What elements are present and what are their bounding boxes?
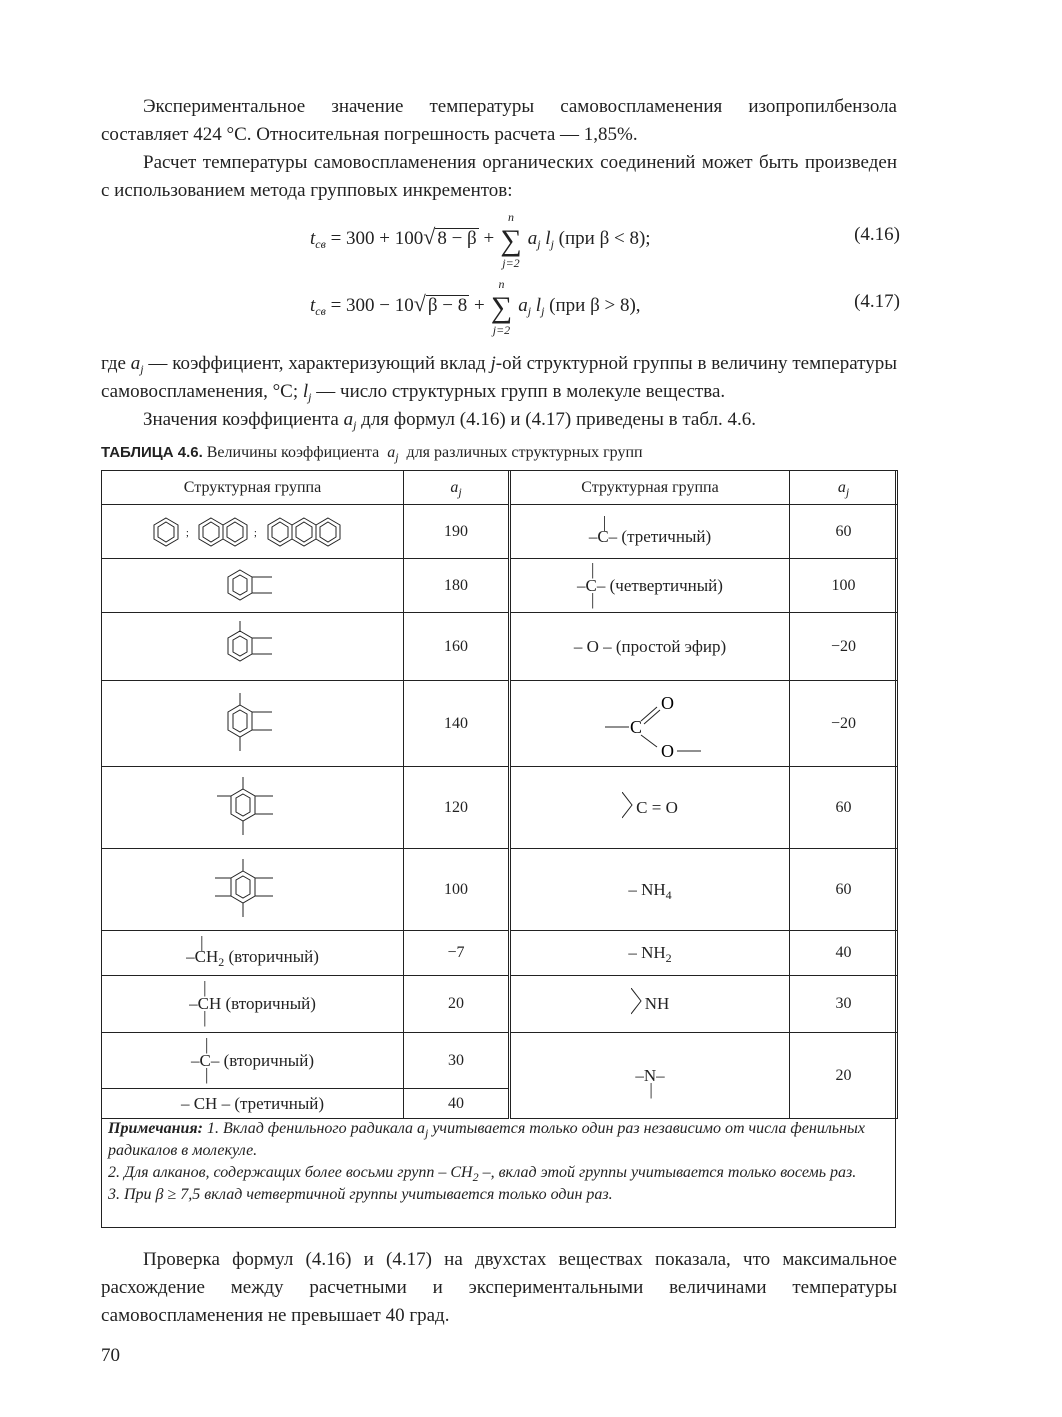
eq2-plus: +: [469, 295, 490, 316]
table-notes: Примечания: 1. Вклад фенильного радикала $a_j$ учитывается только один раз независимо от числа фенильных радикалов в молекуле. 2. Для алканов, содержащих более восьми групп – $CH_2$ –, вклад этой группы учитывается только восемь раз. 3. При β ≥ 7,5 вклад четвертичной группы учитывается только один раз.: [108, 1118, 890, 1206]
value-cell: 60: [790, 849, 898, 931]
ether-cell: – O – (простой эфир): [510, 613, 790, 681]
value-cell: −20: [790, 681, 898, 767]
eq2-mid: = 300 − 10: [325, 295, 414, 316]
eq1-a-sub: j: [537, 237, 541, 251]
ester-o1: O: [661, 692, 674, 713]
value-cell: 180: [404, 559, 510, 613]
paragraph-2: Расчет температуры самовоспламенения органических соединений может быть произведен с использованием метода групповых инкрементов:: [101, 152, 897, 201]
ester-c: C: [630, 716, 643, 737]
header-group-right: Структурная группа: [510, 471, 790, 505]
value-cell: 140: [404, 681, 510, 767]
header-a-right: $a_j$: [790, 471, 898, 505]
nh-cell: NH: [510, 976, 790, 1033]
value-cell: 40: [404, 1089, 510, 1119]
eq1-lhs: t: [310, 228, 316, 249]
table-row: [102, 931, 898, 976]
nh4-cell: – $NH_4$: [510, 849, 790, 931]
table-row: [102, 613, 898, 681]
ch2-secondary-cell: – | $CH_2$ (вторичный): [102, 931, 404, 976]
value-cell: −7: [404, 931, 510, 976]
eq2-lhs: t: [310, 295, 316, 316]
ester-o2: O: [661, 740, 674, 759]
svg-text:;: ;: [185, 527, 189, 539]
value-cell: 40: [790, 931, 898, 976]
nh2-cell: – $NH_2$: [510, 931, 790, 976]
svg-text:;: ;: [253, 527, 257, 539]
value-cell: 20: [790, 1033, 898, 1119]
value-cell: 120: [404, 767, 510, 849]
eq2-number: (4.17): [854, 291, 900, 312]
tetra-substituted-benzene-icon: [102, 681, 404, 767]
equation-4-16: $t_{св} = 300 + 100√$ 8 − β + ∑ n j=2 $a_j$ $l_j$ (при β < 8); (4.16): [310, 210, 900, 270]
eq1-mid: = 300 + 100: [325, 228, 424, 249]
eq2-sum-bottom: j=2: [492, 323, 511, 337]
eq1-number: (4.16): [854, 224, 900, 245]
eq1-l-sub: j: [550, 237, 554, 251]
paragraph-4: Значения коэффициента $a_j$ для формул (4.16) и (4.17) приведены в табл. 4.6.: [143, 409, 756, 432]
table-row: [102, 976, 898, 1033]
table-header-row: [102, 471, 898, 505]
value-cell: 160: [404, 613, 510, 681]
eq1-plus: +: [478, 228, 499, 249]
note-3: 3. При β ≥ 7,5 вклад четвертичной группы учитывается только один раз.: [108, 1186, 613, 1203]
eq2-l: l: [531, 295, 542, 316]
ortho-benzene-icon: [102, 559, 404, 613]
header-group-left: Структурная группа: [102, 471, 404, 505]
eq2-lhs-sub: св: [315, 304, 326, 318]
table-row: [102, 1033, 898, 1089]
value-cell: −20: [790, 613, 898, 681]
eq1-radicand: 8 − β: [437, 228, 477, 249]
value-cell: 20: [404, 976, 510, 1033]
eq1-l: l: [540, 228, 551, 249]
value-cell: 30: [404, 1033, 510, 1089]
paragraph-3: где $a_j$ — коэффициент, характеризующий вклад j-ой структурной группы в величину температуры самовоспламенения, °С; $l_j$ — число структурных групп в молекуле вещества.: [101, 353, 897, 404]
eq2-radicand: β − 8: [427, 295, 468, 316]
tri-substituted-benzene-icon: [102, 613, 404, 681]
eq1-sum-top: n: [507, 210, 514, 224]
value-cell: 60: [790, 767, 898, 849]
c-tertiary-cell: – | C– (третичный): [510, 505, 790, 559]
table-row: [102, 767, 898, 849]
table-row: [102, 559, 898, 613]
table-row: [102, 505, 898, 559]
eq2-sum-top: n: [498, 277, 505, 291]
c-secondary-cell: – | | C– (вторичный): [102, 1033, 404, 1089]
value-cell: 100: [404, 849, 510, 931]
table-row: [102, 849, 898, 931]
eq1-lhs-sub: св: [315, 237, 326, 251]
benzene-naphthalene-anthracene-icon: [102, 505, 404, 559]
eq2-a-sub: j: [527, 304, 532, 318]
value-cell: 190: [404, 505, 510, 559]
eq2-l-sub: j: [541, 304, 545, 318]
equation-4-17: $t_{св} = 300 - 10√$ β − 8 + ∑ n j=2 $a_j$ $l_j$ (при β > 8), (4.17): [310, 277, 900, 337]
n-tertiary-cell: –N– |: [510, 1033, 790, 1119]
eq2-condition: (при β > 8),: [544, 295, 641, 316]
eq2-sum-icon: ∑ n j=2: [489, 298, 513, 318]
ch-tertiary-cell: – CH – (третичный): [102, 1089, 404, 1119]
eq1-a: a: [527, 228, 538, 249]
hexa-substituted-benzene-icon: [102, 849, 404, 931]
eq1-condition: (при β < 8);: [553, 228, 651, 249]
header-a-left: $a_j$: [404, 471, 510, 505]
table-caption: ТАБЛИЦА 4.6. Величины коэффициента $a_j$ для различных структурных групп: [101, 444, 643, 464]
caption-label: ТАБЛИЦА 4.6.: [101, 444, 203, 461]
penta-substituted-benzene-icon: [102, 767, 404, 849]
coefficients-table: [101, 470, 898, 1119]
ch-secondary-cell: – | | CH (вторичный): [102, 976, 404, 1033]
eq2-a: a: [518, 295, 528, 316]
eq1-sum-icon: ∑ n j=2: [499, 231, 523, 251]
eq1-sum-bottom: j=2: [502, 256, 520, 270]
value-cell: 30: [790, 976, 898, 1033]
paragraph-1: Экспериментальное значение температуры самовоспламенения изопропилбензола составляет 424 °С. Относительная погрешность расчета — 1,85%.: [101, 96, 897, 145]
value-cell: 60: [790, 505, 898, 559]
c-quaternary-cell: – | | C– (четвертичный): [510, 559, 790, 613]
notes-title: Примечания:: [108, 1120, 203, 1137]
ester-group-icon: [510, 681, 790, 767]
paragraph-5: Проверка формул (4.16) и (4.17) на двухстах веществах показала, что максимальное расхождение между расчетными и экспериментальными величинами температуры самовоспламенения не превышает 40 град.: [101, 1249, 897, 1326]
value-cell: 100: [790, 559, 898, 613]
page-number: 70: [101, 1345, 120, 1366]
table-row: [102, 681, 898, 767]
carbonyl-cell: C = O: [510, 767, 790, 849]
